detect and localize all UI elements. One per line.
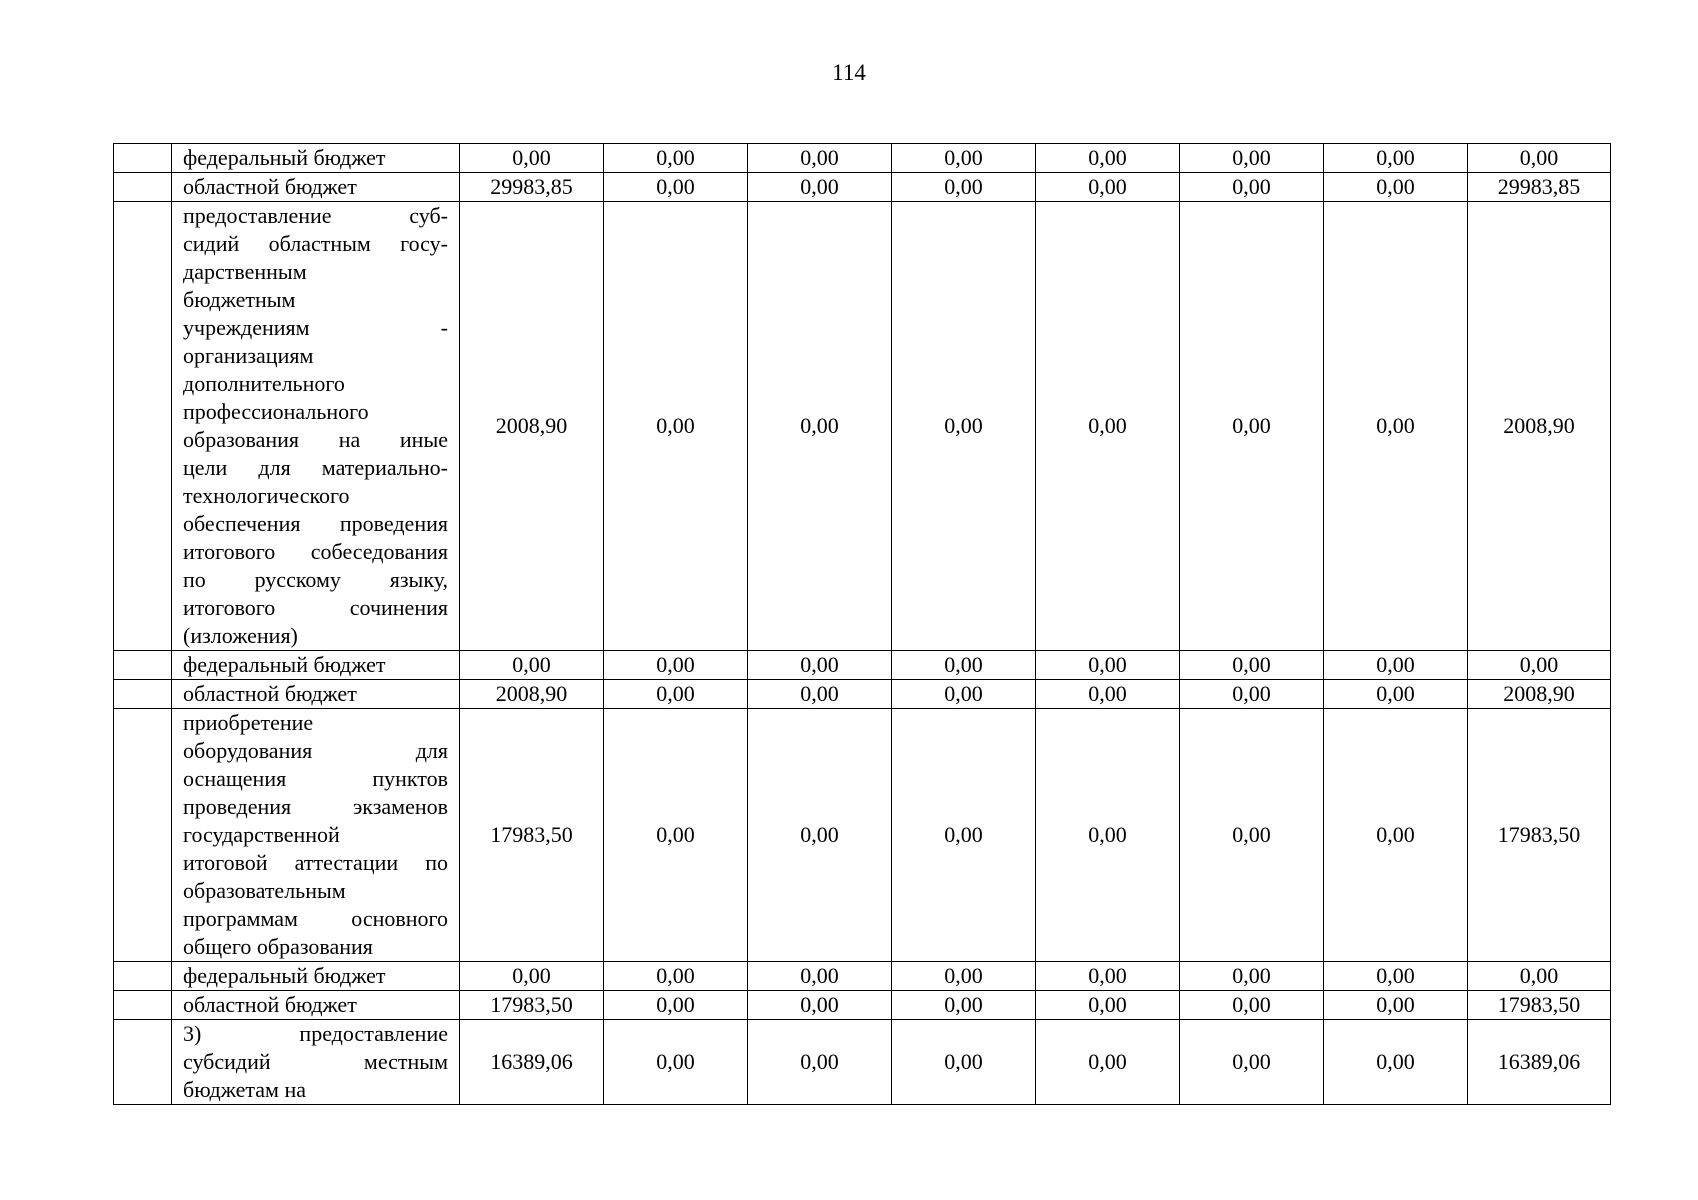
value-cell: 17983,50 [460,709,604,962]
row-name-line: бюджетам на [183,1077,306,1102]
value-cell: 0,00 [1324,991,1468,1020]
value-cell: 0,00 [1036,651,1180,680]
table-row [114,1020,1611,1105]
table-body [114,144,1611,1105]
value-cell: 0,00 [1324,680,1468,709]
value-cell: 0,00 [748,991,892,1020]
value-cell: 0,00 [748,202,892,651]
value-cell: 0,00 [1468,651,1611,680]
value-cell: 0,00 [1180,991,1324,1020]
row-name-line: (изложения) [183,623,298,648]
row-index-cell [114,709,172,962]
value-cell: 0,00 [748,651,892,680]
row-name-line: федеральный бюджет [183,145,386,170]
row-name-line: общего образования [183,934,373,959]
row-name-cell [172,962,460,991]
page-number: 114 [832,60,866,85]
row-name-line: обеспечения проведения [183,511,448,536]
row-name-line: сидий областным госу- [183,231,448,256]
row-name-line: бюджетным [183,287,296,312]
row-name-line: учреждениям - [183,315,448,340]
table-row [114,651,1611,680]
value-cell: 0,00 [892,202,1036,651]
row-name-line: областной бюджет [183,174,357,199]
row-name-line: приобретение [183,710,314,735]
row-name-cell [172,144,460,173]
row-name-line: дарственным [183,259,307,284]
row-name-line: дополнительного [183,371,345,396]
row-name-line: субсидий местным [183,1049,448,1074]
row-name-line: проведения экзаменов [183,794,448,819]
value-cell: 0,00 [892,144,1036,173]
row-index-cell [114,991,172,1020]
value-cell: 0,00 [1036,202,1180,651]
value-cell: 0,00 [1324,173,1468,202]
row-name-line: образования на иные [183,427,448,452]
row-name-cell [172,202,460,651]
row-index-cell [114,651,172,680]
row-index-cell [114,173,172,202]
table-row [114,991,1611,1020]
value-cell: 0,00 [748,680,892,709]
row-name-line: федеральный бюджет [183,652,386,677]
value-cell: 0,00 [1180,651,1324,680]
value-cell: 0,00 [604,709,748,962]
row-index-cell [114,962,172,991]
value-cell: 0,00 [1324,144,1468,173]
value-cell: 0,00 [1036,962,1180,991]
row-name-line: профессионального [183,399,369,424]
row-name-line: по русскому языку, [183,567,448,592]
row-name-line: программам основного [183,906,448,931]
row-name-line: технологического [183,483,350,508]
value-cell: 0,00 [604,144,748,173]
value-cell: 0,00 [748,962,892,991]
table-row [114,173,1611,202]
value-cell: 0,00 [1324,1020,1468,1105]
row-name-line: оборудования для [183,738,448,763]
row-name-cell [172,651,460,680]
table-row [114,680,1611,709]
value-cell: 0,00 [748,1020,892,1105]
value-cell: 0,00 [1324,202,1468,651]
row-name-cell [172,173,460,202]
value-cell: 0,00 [604,1020,748,1105]
value-cell: 0,00 [1036,991,1180,1020]
value-cell: 0,00 [1180,680,1324,709]
value-cell: 0,00 [892,991,1036,1020]
value-cell: 0,00 [1180,202,1324,651]
value-cell: 0,00 [892,1020,1036,1105]
value-cell: 0,00 [748,173,892,202]
row-name-line: 3) предоставление [183,1021,448,1046]
row-name-line: итогового собеседования [183,539,448,564]
value-cell: 0,00 [1180,962,1324,991]
value-cell: 0,00 [892,962,1036,991]
value-cell: 16389,06 [1468,1020,1611,1105]
value-cell: 2008,90 [460,202,604,651]
row-name-line: государственной [183,822,340,847]
value-cell: 0,00 [892,680,1036,709]
value-cell: 2008,90 [460,680,604,709]
value-cell: 0,00 [1036,173,1180,202]
value-cell: 16389,06 [460,1020,604,1105]
row-name-cell [172,680,460,709]
value-cell: 17983,50 [1468,709,1611,962]
row-name-line: оснащения пунктов [183,766,448,791]
table-row [114,709,1611,962]
row-name-line: итогового сочинения [183,595,448,620]
table-row [114,962,1611,991]
value-cell: 0,00 [1324,651,1468,680]
value-cell: 0,00 [460,651,604,680]
value-cell: 0,00 [892,651,1036,680]
row-name-cell [172,1020,460,1105]
row-name-line: федеральный бюджет [183,963,386,988]
value-cell: 0,00 [1324,709,1468,962]
value-cell: 0,00 [1036,1020,1180,1105]
row-name-line: областной бюджет [183,992,357,1017]
value-cell: 2008,90 [1468,680,1611,709]
row-name-cell [172,991,460,1020]
value-cell: 0,00 [1180,144,1324,173]
row-name-line: предоставление суб- [183,203,448,228]
row-name-line: образовательным [183,878,346,903]
row-name-line: организациям [183,343,314,368]
value-cell: 0,00 [748,144,892,173]
value-cell: 0,00 [1180,709,1324,962]
value-cell: 0,00 [1468,144,1611,173]
value-cell: 0,00 [748,709,892,962]
row-index-cell [114,202,172,651]
value-cell: 0,00 [1324,962,1468,991]
value-cell: 0,00 [892,709,1036,962]
value-cell: 0,00 [460,144,604,173]
value-cell: 0,00 [604,173,748,202]
value-cell: 0,00 [604,651,748,680]
value-cell: 0,00 [1036,680,1180,709]
row-name-line: итоговой аттестации по [183,850,448,875]
table-row [114,202,1611,651]
value-cell: 0,00 [604,991,748,1020]
value-cell: 0,00 [1036,144,1180,173]
value-cell: 0,00 [460,962,604,991]
value-cell: 0,00 [604,680,748,709]
value-cell: 17983,50 [1468,991,1611,1020]
value-cell: 29983,85 [460,173,604,202]
value-cell: 0,00 [1180,173,1324,202]
value-cell: 0,00 [1180,1020,1324,1105]
value-cell: 0,00 [1468,962,1611,991]
row-index-cell [114,144,172,173]
row-index-cell [114,1020,172,1105]
value-cell: 2008,90 [1468,202,1611,651]
row-name-line: цели для материально- [183,455,448,480]
value-cell: 17983,50 [460,991,604,1020]
row-name-cell [172,709,460,962]
row-index-cell [114,680,172,709]
value-cell: 0,00 [604,962,748,991]
budget-table [113,143,1611,1105]
row-name-line: областной бюджет [183,681,357,706]
value-cell: 0,00 [892,173,1036,202]
table-row [114,144,1611,173]
value-cell: 0,00 [1036,709,1180,962]
value-cell: 0,00 [604,202,748,651]
value-cell: 29983,85 [1468,173,1611,202]
